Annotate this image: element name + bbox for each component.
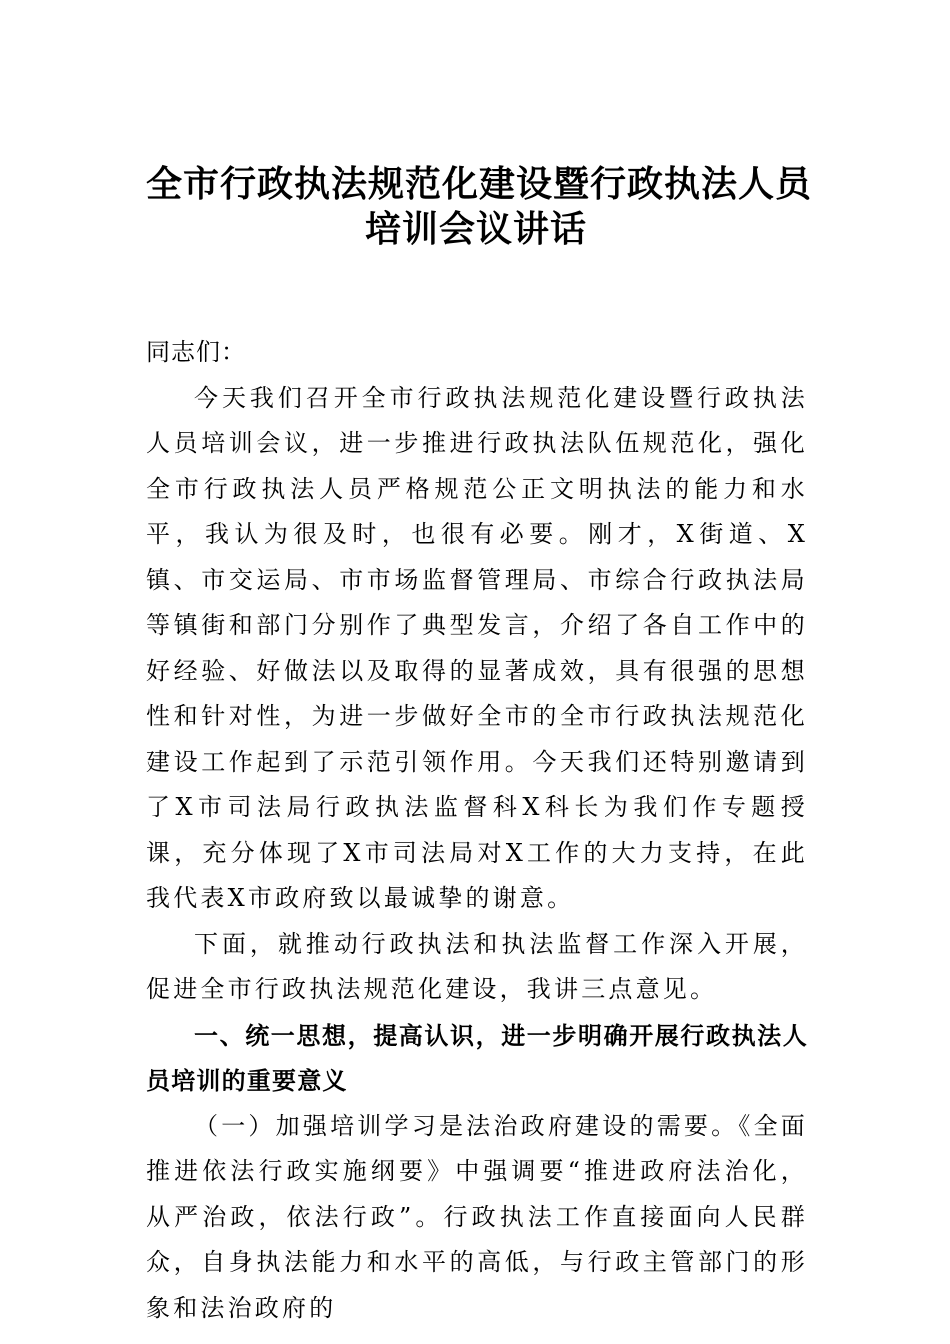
body-paragraph-1: 今天我们召开全市行政执法规范化建设暨行政执法人员培训会议，进一步推进行政执法队伍规范化，强化全市行政执法人员严格规范公正文明执法的能力和水平，我认为很及时，也很有必要。刚才，X街道、X镇、市交运局、市市场监督管理局、市综合行政执法局等镇街和部门分别作了典型发言，介绍了各自工作中的好经验、好做法以及取得的显著成效，具有很强的思想性和针对性，为进一步做好全市的全市行政执法规范化建设工作起到了示范引领作用。今天我们还特别邀请到了X市司法局行政执法监督科X科长为我们作专题授课，充分体现了X市司法局对X工作的大力支持，在此我代表X市政府致以最诚挚的谢意。 xyxy=(146,383,808,912)
body-paragraph-2: 下面，就推动行政执法和执法监督工作深入开展，促进全市行政执法规范化建设，我讲三点意见。 xyxy=(146,929,808,1003)
document-title-line-1: 全市行政执法规范化建设暨行政执法人员 xyxy=(146,163,813,205)
document-title-line-2: 培训会议讲话 xyxy=(364,208,587,250)
section-heading: 一、统一思想，提高认识，进一步明确开展行政执法人员培训的重要意义 xyxy=(146,1020,808,1095)
document-body xyxy=(146,330,808,1331)
salutation: 同志们： xyxy=(146,338,246,366)
subsection-paragraph: （一）加强培训学习是法治政府建设的需要。《全面推进依法行政实施纲要》中强调要“推进政府法治化，从严治政，依法行政”。行政执法工作直接面向人民群众，自身执法能力和水平的高低，与行政主管部门的形象和法治政府的 xyxy=(146,1111,808,1322)
